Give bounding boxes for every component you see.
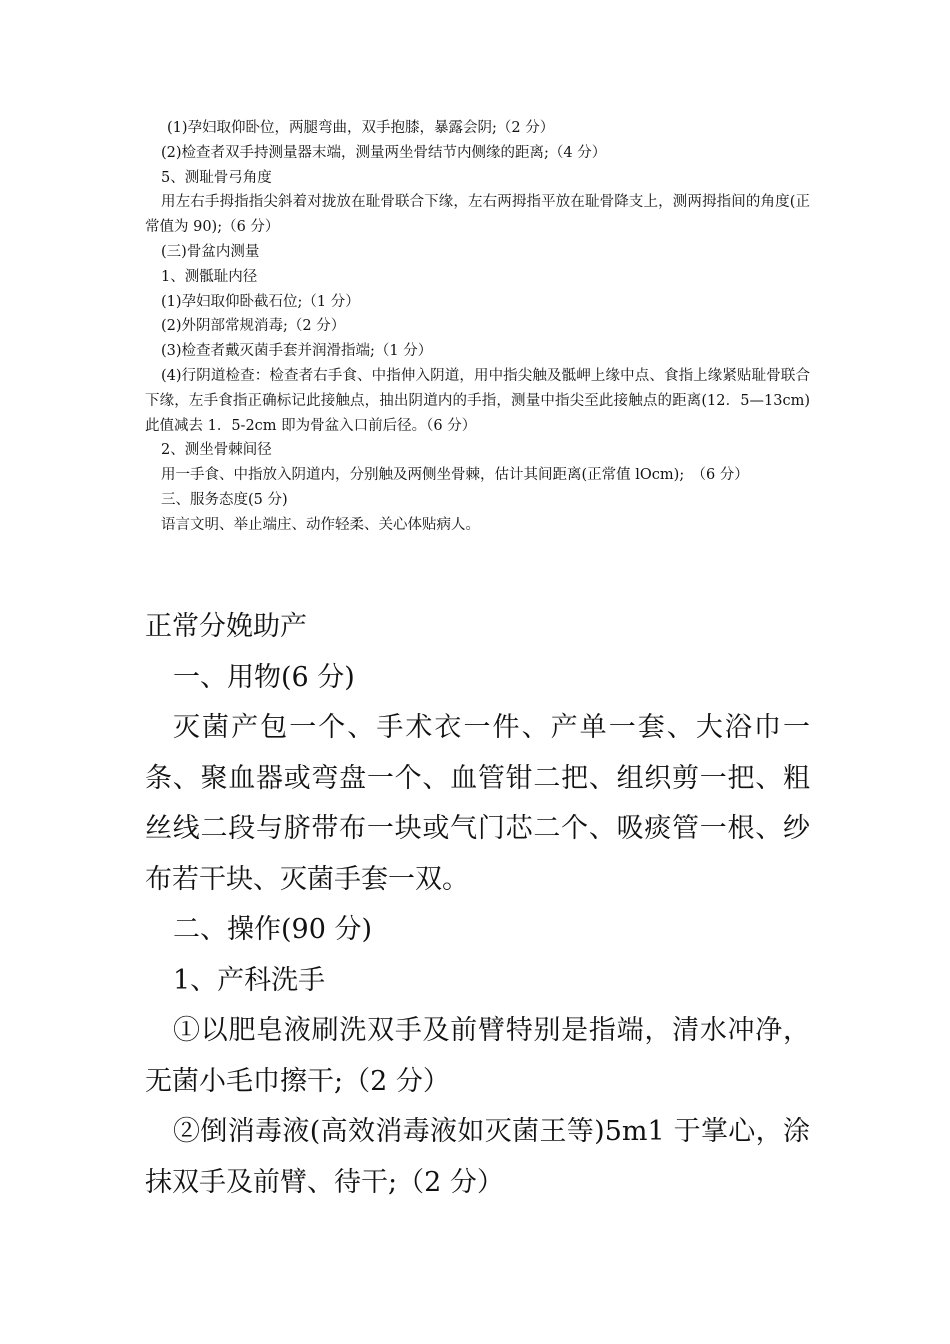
section-title: 正常分娩助产 <box>145 611 307 642</box>
subheading: 2、测坐骨棘间径 <box>161 442 272 459</box>
subheading: 一、用物(6 分) <box>173 661 355 693</box>
subheading: 三、服务态度(5 分) <box>161 491 288 508</box>
text-line: (1)孕妇取仰卧位，两腿弯曲，双手抱膝，暴露会阴;（2 分） <box>167 120 555 136</box>
text-paragraph: 用左右手拇指指尖斜着对拢放在耻骨联合下缘，左右两拇指平放在耻骨降支上，测两拇指间的角度(正常值为 90);（6 分） <box>145 194 810 236</box>
text-line: (1)孕妇取仰卧截石位;（1 分） <box>161 293 360 310</box>
text-line: (2)检查者双手持测量器末端，测量两坐骨结节内侧缘的距离;（4 分） <box>161 144 607 161</box>
text-paragraph: (4)行阴道检查：检查者右手食、中指伸入阴道，用中指尖触及骶岬上缘中点、食指上缘紧贴耻骨联合下缘，左手食指正确标记此接触点，抽出阴道内的手指，测量中指尖至此接触点的距离(12．5—13cm)此值减去 1．5-2cm 即为骨盆入口前后径。（6 分） <box>145 367 810 434</box>
normal-delivery-section <box>145 602 810 1208</box>
subheading: 5、测耻骨弓角度 <box>161 169 272 186</box>
subheading: 1、测骶耻内径 <box>161 268 258 285</box>
pelvis-measurement-section <box>145 116 810 538</box>
text-line: (2)外阴部常规消毒;（2 分） <box>161 318 346 335</box>
text-paragraph: 灭菌产包一个、手术衣一件、产单一套、大浴巾一条、聚血器或弯盘一个、血管钳二把、组织剪一把、粗丝线二段与脐带布一块或气门芯二个、吸痰管一根、纱布若干块、灭菌手套一双。 <box>145 712 810 895</box>
text-line: (3)检查者戴灭菌手套并润滑指端;（1 分） <box>161 343 433 360</box>
subheading: (三)骨盆内测量 <box>161 243 260 260</box>
text-line: 语言文明、举止端庄、动作轻柔、关心体贴病人。 <box>161 516 480 533</box>
subheading: 二、操作(90 分) <box>173 914 373 945</box>
subheading: 1、产科洗手 <box>173 964 326 996</box>
text-paragraph: ①以肥皂液刷洗双手及前臂特别是指端，清水冲净，无菌小毛巾擦干;（2 分） <box>145 1015 810 1097</box>
text-paragraph: ②倒消毒液(高效消毒液如灭菌王等)5m1 于掌心，涂抹双手及前臂、待干;（2 分） <box>145 1116 810 1198</box>
text-paragraph: 用一手食、中指放入阴道内，分别触及两侧坐骨棘，估计其间距离(正常值 lOcm); （6 分） <box>161 467 749 484</box>
